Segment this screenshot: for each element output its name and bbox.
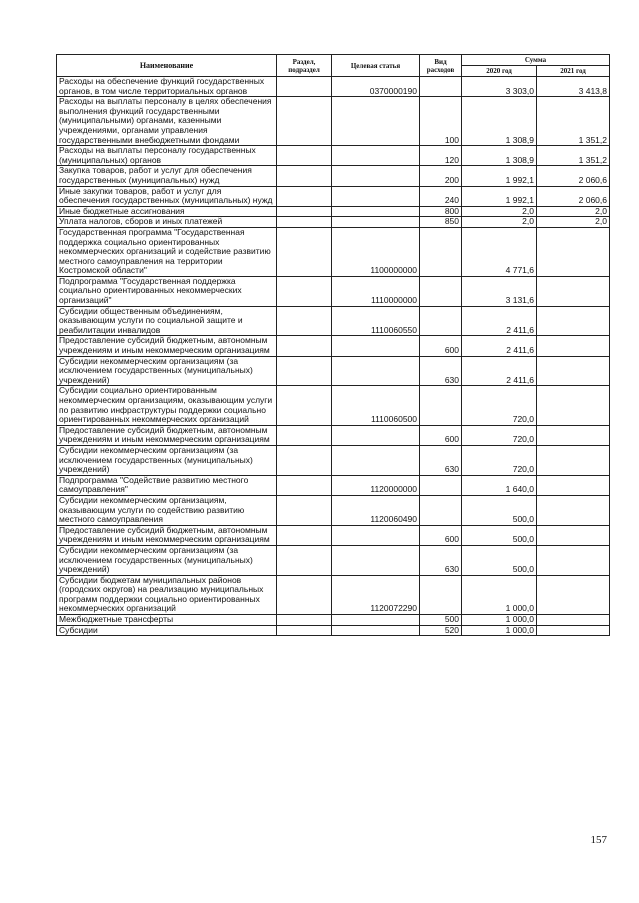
row-sum-2021: 1 351,2	[537, 146, 610, 166]
row-section	[277, 77, 332, 97]
row-sum-2021	[537, 306, 610, 336]
row-sum-2020: 500,0	[462, 525, 537, 545]
row-sum-2021	[537, 445, 610, 475]
row-sum-2021	[537, 495, 610, 525]
row-name: Субсидии	[57, 625, 277, 636]
row-expense-type	[420, 227, 462, 276]
row-section	[277, 356, 332, 386]
row-sum-2021	[537, 386, 610, 425]
table-row	[57, 356, 610, 386]
row-name: Закупка товаров, работ и услуг для обеспечения государственных (муниципальных) нужд	[57, 166, 277, 186]
row-name: Подпрограмма "Государственная поддержка социально ориентированных некоммерческих организаций"	[57, 276, 277, 306]
header-exptype: Вид расходов	[420, 55, 462, 77]
row-sum-2021	[537, 475, 610, 495]
header-sum: Сумма	[462, 55, 610, 66]
row-sum-2020: 4 771,6	[462, 227, 537, 276]
row-sum-2020: 1 000,0	[462, 575, 537, 614]
row-sum-2021	[537, 615, 610, 626]
row-sum-2020: 1 308,9	[462, 146, 537, 166]
table-row	[57, 206, 610, 217]
row-expense-type	[420, 386, 462, 425]
row-target-article	[332, 206, 420, 217]
row-name: Расходы на обеспечение функций государственных органов, в том числе территориальных органов	[57, 77, 277, 97]
table-row	[57, 545, 610, 575]
row-name: Субсидии социально ориентированным некоммерческим организациям, оказывающим услуги по развитию инфраструктуры поддержки социально ориентированных некоммерческих организаций	[57, 386, 277, 425]
row-target-article	[332, 425, 420, 445]
table-row	[57, 166, 610, 186]
row-expense-type	[420, 575, 462, 614]
row-name: Иные бюджетные ассигнования	[57, 206, 277, 217]
row-target-article	[332, 545, 420, 575]
row-section	[277, 615, 332, 626]
row-sum-2021	[537, 575, 610, 614]
row-section	[277, 545, 332, 575]
row-sum-2020: 1 308,9	[462, 97, 537, 146]
table-row	[57, 97, 610, 146]
row-expense-type: 600	[420, 336, 462, 356]
row-expense-type: 200	[420, 166, 462, 186]
row-expense-type: 500	[420, 615, 462, 626]
row-expense-type	[420, 475, 462, 495]
row-name: Предоставление субсидий бюджетным, автономным учреждениям и иным некоммерческим организациям	[57, 336, 277, 356]
row-name: Субсидии бюджетам муниципальных районов (городских округов) на реализацию муниципальных программ поддержки социально ориентированных некоммерческих организаций	[57, 575, 277, 614]
row-target-article: 0370000190	[332, 77, 420, 97]
row-section	[277, 475, 332, 495]
row-expense-type: 630	[420, 445, 462, 475]
row-target-article	[332, 625, 420, 636]
row-expense-type: 630	[420, 545, 462, 575]
row-expense-type: 600	[420, 425, 462, 445]
row-sum-2021: 2 060,6	[537, 166, 610, 186]
row-sum-2020: 1 640,0	[462, 475, 537, 495]
budget-table	[56, 54, 610, 636]
row-sum-2021: 1 351,2	[537, 97, 610, 146]
row-sum-2020: 720,0	[462, 386, 537, 425]
row-section	[277, 206, 332, 217]
row-sum-2021	[537, 425, 610, 445]
row-sum-2021	[537, 545, 610, 575]
row-name: Субсидии общественным объединениям, оказывающим услуги по социальной защите и реабилитации инвалидов	[57, 306, 277, 336]
row-section	[277, 386, 332, 425]
table-row	[57, 525, 610, 545]
table-header	[57, 55, 610, 77]
row-target-article: 1110060550	[332, 306, 420, 336]
row-target-article	[332, 356, 420, 386]
row-sum-2020: 500,0	[462, 495, 537, 525]
row-section	[277, 575, 332, 614]
row-sum-2020: 2 411,6	[462, 336, 537, 356]
row-section	[277, 495, 332, 525]
row-expense-type: 240	[420, 186, 462, 206]
table-row	[57, 146, 610, 166]
row-sum-2020: 1 992,1	[462, 166, 537, 186]
row-expense-type	[420, 77, 462, 97]
row-target-article	[332, 97, 420, 146]
table-row	[57, 227, 610, 276]
row-section	[277, 525, 332, 545]
row-name: Государственная программа "Государственная поддержка социально ориентированных некоммерческих организаций и содействие развитию местного самоуправления на территории Костромской области"	[57, 227, 277, 276]
row-target-article	[332, 186, 420, 206]
row-expense-type	[420, 495, 462, 525]
page-number: 157	[590, 834, 607, 846]
row-sum-2020: 2,0	[462, 206, 537, 217]
row-section	[277, 306, 332, 336]
row-target-article	[332, 525, 420, 545]
table-row	[57, 615, 610, 626]
table-row	[57, 625, 610, 636]
row-sum-2020: 720,0	[462, 445, 537, 475]
row-sum-2021	[537, 336, 610, 356]
row-name: Субсидии некоммерческим организациям (за исключением государственных (муниципальных) учреждений)	[57, 445, 277, 475]
row-section	[277, 445, 332, 475]
row-name: Субсидии некоммерческим организациям (за исключением государственных (муниципальных) учреждений)	[57, 545, 277, 575]
header-year-2021: 2021 год	[537, 66, 610, 77]
row-section	[277, 425, 332, 445]
row-section	[277, 186, 332, 206]
row-name: Субсидии некоммерческим организациям, оказывающим услуги по содействию развитию местного самоуправления	[57, 495, 277, 525]
table-row	[57, 186, 610, 206]
row-name: Иные закупки товаров, работ и услуг для обеспечения государственных (муниципальных) нужд	[57, 186, 277, 206]
row-target-article: 1110060500	[332, 386, 420, 425]
row-sum-2020: 1 000,0	[462, 615, 537, 626]
header-section: Раздел, подраздел	[277, 55, 332, 77]
row-sum-2021: 2,0	[537, 217, 610, 228]
row-expense-type: 600	[420, 525, 462, 545]
row-sum-2020: 2 411,6	[462, 306, 537, 336]
row-sum-2021	[537, 276, 610, 306]
row-sum-2020: 500,0	[462, 545, 537, 575]
row-sum-2021: 2,0	[537, 206, 610, 217]
row-name: Межбюджетные трансферты	[57, 615, 277, 626]
table-row	[57, 386, 610, 425]
table-body	[57, 77, 610, 636]
row-target-article	[332, 166, 420, 186]
row-target-article: 1100000000	[332, 227, 420, 276]
row-name: Предоставление субсидий бюджетным, автономным учреждениям и иным некоммерческим организациям	[57, 425, 277, 445]
row-section	[277, 625, 332, 636]
row-name: Расходы на выплаты персоналу в целях обеспечения выполнения функций государственными (муниципальными) органами, казенными учреждениями, органами управления государственными внебюджетными фондами	[57, 97, 277, 146]
row-expense-type: 850	[420, 217, 462, 228]
row-name: Подпрограмма "Содействие развитию местного самоуправления"	[57, 475, 277, 495]
row-target-article	[332, 445, 420, 475]
row-target-article: 1110000000	[332, 276, 420, 306]
header-target: Целевая статья	[332, 55, 420, 77]
row-section	[277, 217, 332, 228]
row-sum-2020: 1 992,1	[462, 186, 537, 206]
row-sum-2020: 2 411,6	[462, 356, 537, 386]
row-expense-type: 800	[420, 206, 462, 217]
row-name: Уплата налогов, сборов и иных платежей	[57, 217, 277, 228]
row-target-article	[332, 146, 420, 166]
row-section	[277, 97, 332, 146]
row-sum-2020: 3 131,6	[462, 276, 537, 306]
row-expense-type: 630	[420, 356, 462, 386]
row-expense-type	[420, 306, 462, 336]
row-sum-2021: 3 413,8	[537, 77, 610, 97]
row-section	[277, 166, 332, 186]
row-expense-type	[420, 276, 462, 306]
table-row	[57, 445, 610, 475]
row-sum-2021: 2 060,6	[537, 186, 610, 206]
header-name: Наименование	[57, 55, 277, 77]
row-section	[277, 227, 332, 276]
row-expense-type: 520	[420, 625, 462, 636]
table-row	[57, 306, 610, 336]
row-name: Расходы на выплаты персоналу государственных (муниципальных) органов	[57, 146, 277, 166]
row-sum-2020: 3 303,0	[462, 77, 537, 97]
row-target-article: 1120000000	[332, 475, 420, 495]
row-expense-type: 120	[420, 146, 462, 166]
table-row	[57, 276, 610, 306]
row-sum-2020: 720,0	[462, 425, 537, 445]
row-sum-2021	[537, 525, 610, 545]
row-target-article	[332, 217, 420, 228]
row-target-article	[332, 615, 420, 626]
table-row	[57, 336, 610, 356]
table-row	[57, 217, 610, 228]
table-row	[57, 77, 610, 97]
row-target-article	[332, 336, 420, 356]
row-sum-2021	[537, 356, 610, 386]
row-section	[277, 146, 332, 166]
row-sum-2020: 2,0	[462, 217, 537, 228]
row-expense-type: 100	[420, 97, 462, 146]
table-row	[57, 575, 610, 614]
row-sum-2021	[537, 227, 610, 276]
row-sum-2021	[537, 625, 610, 636]
table-row	[57, 495, 610, 525]
row-section	[277, 336, 332, 356]
row-name: Предоставление субсидий бюджетным, автономным учреждениям и иным некоммерческим организациям	[57, 525, 277, 545]
row-name: Субсидии некоммерческим организациям (за исключением государственных (муниципальных) учреждений)	[57, 356, 277, 386]
table-row	[57, 425, 610, 445]
row-target-article: 1120072290	[332, 575, 420, 614]
row-target-article: 1120060490	[332, 495, 420, 525]
table-row	[57, 475, 610, 495]
header-year-2020: 2020 год	[462, 66, 537, 77]
row-section	[277, 276, 332, 306]
row-sum-2020: 1 000,0	[462, 625, 537, 636]
